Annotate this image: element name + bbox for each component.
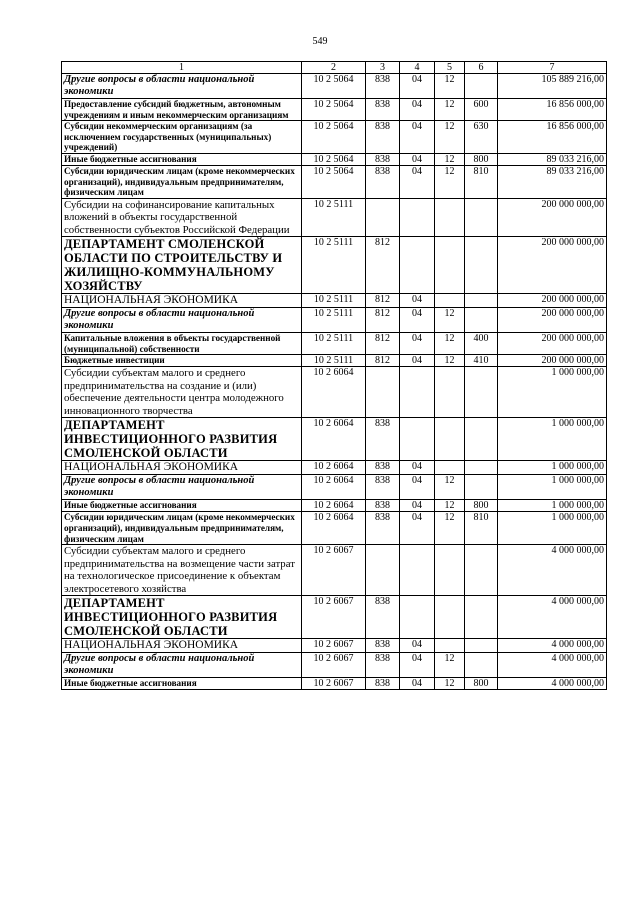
row-ved-cell: 812: [366, 333, 400, 355]
row-sum-cell: 105 889 216,00: [498, 74, 607, 99]
row-subsection-cell: [435, 545, 465, 596]
header-cell: 2: [302, 62, 366, 74]
table-row: [62, 74, 607, 99]
row-sum-cell: 200 000 000,00: [498, 237, 607, 294]
row-section-cell: 04: [400, 678, 435, 690]
row-expense-type-cell: [465, 74, 498, 99]
row-subsection-cell: [435, 237, 465, 294]
row-expense-type-cell: [465, 653, 498, 678]
row-subsection-cell: [435, 639, 465, 653]
row-code-cell: 10 2 5111: [302, 308, 366, 333]
row-name-cell: Субсидии на софинансирование капитальных вложений в объекты государственной собственности субъектов Российской Федерации: [62, 198, 302, 237]
row-sum-cell: 4 000 000,00: [498, 653, 607, 678]
header-cell: 3: [366, 62, 400, 74]
row-section-cell: [400, 596, 435, 639]
row-ved-cell: 838: [366, 475, 400, 500]
row-subsection-cell: [435, 198, 465, 237]
row-sum-cell: 16 856 000,00: [498, 99, 607, 121]
row-sum-cell: 4 000 000,00: [498, 545, 607, 596]
row-name-cell: Другие вопросы в области национальной экономики: [62, 74, 302, 99]
row-code-cell: 10 2 6067: [302, 653, 366, 678]
table-row: [62, 461, 607, 475]
row-subsection-cell: 12: [435, 165, 465, 198]
row-ved-cell: [366, 367, 400, 418]
table-row: [62, 475, 607, 500]
table-row: [62, 500, 607, 512]
row-subsection-cell: 12: [435, 74, 465, 99]
row-ved-cell: 838: [366, 500, 400, 512]
row-section-cell: [400, 237, 435, 294]
row-expense-type-cell: [465, 418, 498, 461]
table-row: [62, 165, 607, 198]
row-section-cell: 04: [400, 294, 435, 308]
table-row: [62, 99, 607, 121]
row-code-cell: 10 2 6067: [302, 545, 366, 596]
row-section-cell: [400, 418, 435, 461]
row-ved-cell: 838: [366, 153, 400, 165]
table-row: [62, 678, 607, 690]
row-sum-cell: 1 000 000,00: [498, 475, 607, 500]
row-name-cell: Иные бюджетные ассигнования: [62, 500, 302, 512]
row-name-cell: Субсидии некоммерческим организациям (за исключением государственных (муниципальных) учреждений): [62, 121, 302, 154]
row-subsection-cell: 12: [435, 355, 465, 367]
row-subsection-cell: 12: [435, 653, 465, 678]
header-cell: 6: [465, 62, 498, 74]
row-subsection-cell: [435, 596, 465, 639]
row-code-cell: 10 2 5111: [302, 198, 366, 237]
row-ved-cell: 838: [366, 74, 400, 99]
row-ved-cell: 838: [366, 99, 400, 121]
table-row: [62, 367, 607, 418]
row-sum-cell: 4 000 000,00: [498, 596, 607, 639]
row-expense-type-cell: 800: [465, 153, 498, 165]
row-sum-cell: 1 000 000,00: [498, 512, 607, 545]
row-section-cell: [400, 198, 435, 237]
row-name-cell: НАЦИОНАЛЬНАЯ ЭКОНОМИКА: [62, 294, 302, 308]
row-ved-cell: [366, 198, 400, 237]
header-cell: 4: [400, 62, 435, 74]
table-row: [62, 418, 607, 461]
row-code-cell: 10 2 6064: [302, 461, 366, 475]
table-row: [62, 653, 607, 678]
header-cell: 5: [435, 62, 465, 74]
page-number: 549: [312, 36, 328, 47]
row-ved-cell: 838: [366, 461, 400, 475]
row-code-cell: 10 2 5111: [302, 237, 366, 294]
row-expense-type-cell: 800: [465, 500, 498, 512]
header-cell: 7: [498, 62, 607, 74]
row-sum-cell: 16 856 000,00: [498, 121, 607, 154]
row-sum-cell: 1 000 000,00: [498, 367, 607, 418]
table-row: [62, 545, 607, 596]
budget-table: [61, 61, 607, 690]
row-expense-type-cell: 810: [465, 165, 498, 198]
row-subsection-cell: 12: [435, 153, 465, 165]
row-section-cell: 04: [400, 355, 435, 367]
row-ved-cell: 838: [366, 653, 400, 678]
table-row: [62, 121, 607, 154]
row-expense-type-cell: 810: [465, 512, 498, 545]
row-section-cell: 04: [400, 639, 435, 653]
row-name-cell: ДЕПАРТАМЕНТ СМОЛЕНСКОЙ ОБЛАСТИ ПО СТРОИТЕЛЬСТВУ И ЖИЛИЩНО-КОММУНАЛЬНОМУ ХОЗЯЙСТВУ: [62, 237, 302, 294]
row-ved-cell: 838: [366, 639, 400, 653]
table-row: [62, 153, 607, 165]
table-row: [62, 237, 607, 294]
row-ved-cell: 812: [366, 355, 400, 367]
row-section-cell: 04: [400, 121, 435, 154]
header-cell: 1: [62, 62, 302, 74]
row-code-cell: 10 2 5111: [302, 333, 366, 355]
row-ved-cell: 838: [366, 678, 400, 690]
row-name-cell: Другие вопросы в области национальной экономики: [62, 308, 302, 333]
row-name-cell: НАЦИОНАЛЬНАЯ ЭКОНОМИКА: [62, 461, 302, 475]
row-code-cell: 10 2 6067: [302, 639, 366, 653]
row-section-cell: 04: [400, 333, 435, 355]
row-code-cell: 10 2 5111: [302, 355, 366, 367]
row-section-cell: 04: [400, 653, 435, 678]
header-row: [62, 62, 607, 74]
row-sum-cell: 89 033 216,00: [498, 165, 607, 198]
row-expense-type-cell: [465, 545, 498, 596]
row-section-cell: 04: [400, 165, 435, 198]
row-name-cell: Бюджетные инвестиции: [62, 355, 302, 367]
row-ved-cell: 812: [366, 237, 400, 294]
row-section-cell: 04: [400, 475, 435, 500]
table-row: [62, 294, 607, 308]
table-row: [62, 596, 607, 639]
row-expense-type-cell: [465, 461, 498, 475]
row-section-cell: 04: [400, 500, 435, 512]
row-expense-type-cell: [465, 475, 498, 500]
row-expense-type-cell: [465, 237, 498, 294]
row-sum-cell: 200 000 000,00: [498, 198, 607, 237]
row-expense-type-cell: [465, 596, 498, 639]
row-name-cell: Субсидии юридическим лицам (кроме некоммерческих организаций), индивидуальным предпринимателям, физическим лицам: [62, 165, 302, 198]
row-code-cell: 10 2 6064: [302, 475, 366, 500]
table-row: [62, 512, 607, 545]
row-sum-cell: 200 000 000,00: [498, 294, 607, 308]
row-sum-cell: 4 000 000,00: [498, 639, 607, 653]
table-row: [62, 639, 607, 653]
row-subsection-cell: 12: [435, 333, 465, 355]
table-row: [62, 198, 607, 237]
table-row: [62, 333, 607, 355]
row-expense-type-cell: [465, 367, 498, 418]
row-ved-cell: 812: [366, 294, 400, 308]
row-subsection-cell: 12: [435, 500, 465, 512]
row-section-cell: 04: [400, 99, 435, 121]
row-section-cell: 04: [400, 74, 435, 99]
row-ved-cell: 838: [366, 121, 400, 154]
row-sum-cell: 200 000 000,00: [498, 308, 607, 333]
row-expense-type-cell: [465, 639, 498, 653]
row-subsection-cell: [435, 367, 465, 418]
row-sum-cell: 89 033 216,00: [498, 153, 607, 165]
row-name-cell: Иные бюджетные ассигнования: [62, 153, 302, 165]
row-section-cell: [400, 367, 435, 418]
row-name-cell: ДЕПАРТАМЕНТ ИНВЕСТИЦИОННОГО РАЗВИТИЯ СМОЛЕНСКОЙ ОБЛАСТИ: [62, 596, 302, 639]
row-name-cell: Субсидии субъектам малого и среднего предпринимательства на создание и (или) обеспечение деятельности центра молодежного инновационного творчества: [62, 367, 302, 418]
row-code-cell: 10 2 5064: [302, 99, 366, 121]
row-subsection-cell: [435, 294, 465, 308]
row-code-cell: 10 2 5064: [302, 74, 366, 99]
row-name-cell: Другие вопросы в области национальной экономики: [62, 653, 302, 678]
row-subsection-cell: 12: [435, 678, 465, 690]
row-ved-cell: 838: [366, 512, 400, 545]
row-subsection-cell: 12: [435, 99, 465, 121]
row-code-cell: 10 2 6064: [302, 500, 366, 512]
row-code-cell: 10 2 6067: [302, 596, 366, 639]
table-row: [62, 355, 607, 367]
row-subsection-cell: [435, 461, 465, 475]
row-ved-cell: 838: [366, 596, 400, 639]
row-name-cell: Субсидии субъектам малого и среднего предпринимательства на возмещение части затрат на технологическое присоединение к объектам электросетевого хозяйства: [62, 545, 302, 596]
row-code-cell: 10 2 6064: [302, 367, 366, 418]
row-subsection-cell: 12: [435, 512, 465, 545]
row-name-cell: ДЕПАРТАМЕНТ ИНВЕСТИЦИОННОГО РАЗВИТИЯ СМОЛЕНСКОЙ ОБЛАСТИ: [62, 418, 302, 461]
row-sum-cell: 4 000 000,00: [498, 678, 607, 690]
row-code-cell: 10 2 6067: [302, 678, 366, 690]
row-section-cell: 04: [400, 308, 435, 333]
row-ved-cell: 812: [366, 308, 400, 333]
row-ved-cell: [366, 545, 400, 596]
row-name-cell: Предоставление субсидий бюджетным, автономным учреждениям и иным некоммерческим организациям: [62, 99, 302, 121]
row-expense-type-cell: [465, 308, 498, 333]
row-section-cell: 04: [400, 461, 435, 475]
row-ved-cell: 838: [366, 418, 400, 461]
row-code-cell: 10 2 5064: [302, 121, 366, 154]
row-expense-type-cell: 630: [465, 121, 498, 154]
row-expense-type-cell: 410: [465, 355, 498, 367]
row-ved-cell: 838: [366, 165, 400, 198]
row-name-cell: Капитальные вложения в объекты государственной (муниципальной) собственности: [62, 333, 302, 355]
row-expense-type-cell: 600: [465, 99, 498, 121]
row-sum-cell: 1 000 000,00: [498, 418, 607, 461]
row-name-cell: Иные бюджетные ассигнования: [62, 678, 302, 690]
row-code-cell: 10 2 5111: [302, 294, 366, 308]
row-subsection-cell: 12: [435, 121, 465, 154]
row-expense-type-cell: 800: [465, 678, 498, 690]
row-sum-cell: 1 000 000,00: [498, 500, 607, 512]
row-code-cell: 10 2 5064: [302, 153, 366, 165]
row-section-cell: 04: [400, 512, 435, 545]
row-subsection-cell: 12: [435, 475, 465, 500]
row-name-cell: Другие вопросы в области национальной экономики: [62, 475, 302, 500]
row-section-cell: [400, 545, 435, 596]
row-name-cell: Субсидии юридическим лицам (кроме некоммерческих организаций), индивидуальным предпринимателям, физическим лицам: [62, 512, 302, 545]
row-expense-type-cell: [465, 198, 498, 237]
table-row: [62, 308, 607, 333]
row-subsection-cell: 12: [435, 308, 465, 333]
row-expense-type-cell: [465, 294, 498, 308]
row-sum-cell: 1 000 000,00: [498, 461, 607, 475]
row-code-cell: 10 2 6064: [302, 512, 366, 545]
row-name-cell: НАЦИОНАЛЬНАЯ ЭКОНОМИКА: [62, 639, 302, 653]
row-subsection-cell: [435, 418, 465, 461]
row-expense-type-cell: 400: [465, 333, 498, 355]
row-sum-cell: 200 000 000,00: [498, 355, 607, 367]
row-code-cell: 10 2 6064: [302, 418, 366, 461]
row-sum-cell: 200 000 000,00: [498, 333, 607, 355]
row-code-cell: 10 2 5064: [302, 165, 366, 198]
row-section-cell: 04: [400, 153, 435, 165]
